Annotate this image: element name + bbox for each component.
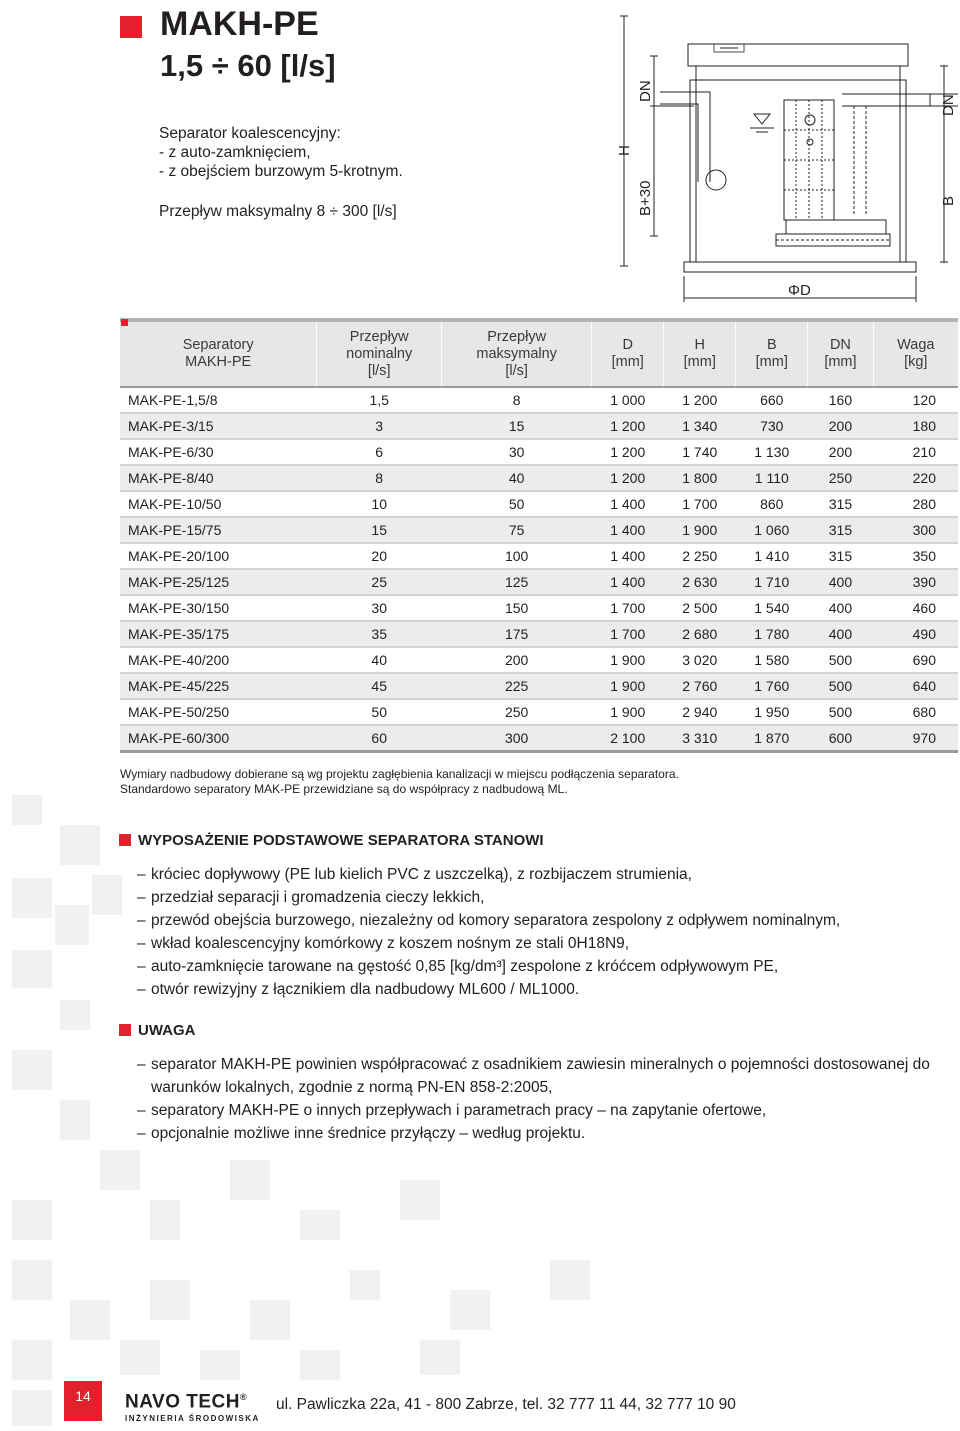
table-row (120, 595, 958, 621)
table-cell: 2 100 (592, 725, 664, 752)
table-cell: 1 740 (664, 439, 736, 465)
table-cell: 1 400 (592, 517, 664, 543)
table-cell: 2 760 (664, 673, 736, 699)
column-header (664, 320, 736, 387)
table-cell: 3 (317, 413, 442, 439)
column-header-line: DN (829, 337, 851, 353)
column-header-line: D (622, 337, 633, 353)
title-marker-icon (120, 16, 142, 38)
table-cell: MAK-PE-3/15 (120, 413, 317, 439)
separator-drawing (600, 6, 958, 306)
table-cell: 1 900 (592, 699, 664, 725)
table-row (120, 621, 958, 647)
brand-reg: ® (239, 1392, 248, 1402)
table-cell: 200 (442, 647, 592, 673)
table-cell: 1,5 (317, 387, 442, 413)
list-item: – przedział separacji i gromadzenia cieczy lekkich, (151, 886, 840, 909)
table-cell: 500 (808, 647, 873, 673)
table-cell: MAK-PE-10/50 (120, 491, 317, 517)
table-cell: 3 020 (664, 647, 736, 673)
label-d: ΦD (788, 282, 811, 299)
table-cell: 1 400 (592, 569, 664, 595)
column-header-line: Waga (897, 337, 935, 353)
brand-logo (125, 1387, 260, 1423)
table-row (120, 387, 958, 413)
table-cell: 690 (873, 647, 958, 673)
table-row (120, 413, 958, 439)
description-line: - z obejściem burzowym 5-krotnym. (159, 163, 403, 180)
column-header (592, 320, 664, 387)
table-cell: 300 (873, 517, 958, 543)
list-item: – przewód obejścia burzowego, niezależny od komory separatora zespolony z odpływem nominalnym, (151, 909, 840, 932)
table-header-row (120, 320, 958, 387)
table-cell: 350 (873, 543, 958, 569)
list-item: – separator MAKH-PE powinien współpracować z osadnikiem zawiesin mineralnych o pojemności dostosowanej do warunków lokalnych, zgodnie z normą PN-EN 858-2:2005, (151, 1053, 951, 1099)
table-note: Wymiary nadbudowy dobierane są wg projektu zagłębienia kanalizacji w miejscu podłączenia separatora. (120, 767, 679, 781)
table-cell: 680 (873, 699, 958, 725)
list-item: – wkład koalescencyjny komórkowy z koszem nośnym ze stali 0H18N9, (151, 932, 840, 955)
equipment-list (151, 863, 840, 1001)
table-cell: 1 400 (592, 543, 664, 569)
table-cell: 500 (808, 673, 873, 699)
table-cell: MAK-PE-40/200 (120, 647, 317, 673)
table-cell: 280 (873, 491, 958, 517)
label-dn-right: DN (940, 94, 957, 116)
column-header-line: [mm] (755, 354, 788, 370)
table-cell: 1 060 (736, 517, 808, 543)
table-cell: 15 (317, 517, 442, 543)
table-cell: 2 500 (664, 595, 736, 621)
table-cell: 490 (873, 621, 958, 647)
description (159, 124, 403, 181)
column-header-line: [mm] (683, 354, 716, 370)
table-cell: 200 (808, 413, 873, 439)
page-title: MAKH-PE (160, 5, 319, 43)
table-cell: 400 (808, 569, 873, 595)
table-cell: MAK-PE-35/175 (120, 621, 317, 647)
table-cell: 3 310 (664, 725, 736, 752)
table-cell: 400 (808, 595, 873, 621)
table-cell: 460 (873, 595, 958, 621)
table-cell: 315 (808, 491, 873, 517)
spec-table (120, 318, 958, 753)
description-line: - z auto-zamknięciem, (159, 144, 311, 161)
column-header (442, 320, 592, 387)
flow-range: 1,5 ÷ 60 [l/s] (160, 48, 336, 83)
table-cell: 1 950 (736, 699, 808, 725)
table-cell: 45 (317, 673, 442, 699)
label-dn-left: DN (637, 80, 654, 102)
table-cell: 1 900 (592, 673, 664, 699)
max-flow: Przepływ maksymalny 8 ÷ 300 [l/s] (159, 203, 397, 220)
company-address: ul. Pawliczka 22a, 41 - 800 Zabrze, tel. 32 777 11 44, 32 777 10 90 (276, 1396, 736, 1413)
list-item: – auto-zamknięcie tarowane na gęstość 0,85 [kg/dm³] zespolone z króćcem odpływowym PE, (151, 955, 840, 978)
table-cell: 50 (442, 491, 592, 517)
brand-tagline: INŻYNIERIA ŚRODOWISKA (125, 1414, 260, 1424)
table-cell: 8 (317, 465, 442, 491)
column-header (317, 320, 442, 387)
table-cell: 500 (808, 699, 873, 725)
table-cell: 75 (442, 517, 592, 543)
table-cell: 180 (873, 413, 958, 439)
table-cell: MAK-PE-15/75 (120, 517, 317, 543)
column-header-line: B (766, 337, 777, 353)
column-header (736, 320, 808, 387)
table-cell: MAK-PE-45/225 (120, 673, 317, 699)
table-cell: 125 (442, 569, 592, 595)
table-cell: 1 580 (736, 647, 808, 673)
section-marker-icon (119, 834, 131, 846)
table-cell: 160 (808, 387, 873, 413)
table-cell: MAK-PE-30/150 (120, 595, 317, 621)
table-cell: 1 110 (736, 465, 808, 491)
table-note: Standardowo separatory MAK-PE przewidziane są do współpracy z nadbudową ML. (120, 782, 568, 796)
warning-heading (119, 1022, 196, 1039)
table-row (120, 725, 958, 752)
table-body (120, 387, 958, 752)
table-cell: 1 000 (592, 387, 664, 413)
table-cell: 2 680 (664, 621, 736, 647)
table-cell: 1 710 (736, 569, 808, 595)
table-cell: 250 (442, 699, 592, 725)
list-item: – króciec dopływowy (PE lub kielich PVC z uszczelką), z rozbijaczem strumienia, (151, 863, 840, 886)
separator-body (690, 80, 906, 262)
column-header (808, 320, 873, 387)
table-cell: 1 760 (736, 673, 808, 699)
table-cell: 1 540 (736, 595, 808, 621)
table-cell: MAK-PE-6/30 (120, 439, 317, 465)
label-b: B (940, 195, 957, 206)
column-header-line: MAKH-PE (185, 354, 252, 370)
column-header (120, 320, 317, 387)
column-header-line: maksymalny (476, 345, 557, 362)
table-cell: 150 (442, 595, 592, 621)
table-cell: 730 (736, 413, 808, 439)
table-row (120, 491, 958, 517)
table-cell: 600 (808, 725, 873, 752)
table-cell: MAK-PE-25/125 (120, 569, 317, 595)
table-cell: 35 (317, 621, 442, 647)
table-marker-icon (121, 319, 128, 326)
table-row (120, 673, 958, 699)
table-cell: 1 200 (592, 413, 664, 439)
list-item: – separatory MAKH-PE o innych przepływach i parametrach pracy – na zapytanie ofertowe, (151, 1099, 951, 1122)
table-cell: 1 130 (736, 439, 808, 465)
table-cell: 25 (317, 569, 442, 595)
table-row (120, 647, 958, 673)
table-cell: 1 700 (664, 491, 736, 517)
table-cell: 315 (808, 517, 873, 543)
table-cell: 2 630 (664, 569, 736, 595)
column-header-line: Przepływ (349, 328, 409, 345)
table-cell: 1 700 (592, 621, 664, 647)
table-cell: 640 (873, 673, 958, 699)
table-cell: 30 (317, 595, 442, 621)
table-cell: 200 (808, 439, 873, 465)
table-row (120, 569, 958, 595)
table-cell: 300 (442, 725, 592, 752)
warning-heading-text: UWAGA (138, 1022, 196, 1039)
table-cell: MAK-PE-50/250 (120, 699, 317, 725)
column-header-line: Separatory (182, 337, 254, 353)
column-header-line: Przepływ (487, 328, 547, 345)
table-cell: 970 (873, 725, 958, 752)
brand-name: NAVO TECH (125, 1391, 240, 1413)
equipment-heading-text: WYPOSAŻENIE PODSTAWOWE SEPARATORA STANOWI (138, 832, 544, 849)
table-cell: 1 700 (592, 595, 664, 621)
label-b30: B+30 (637, 180, 654, 216)
table-row (120, 465, 958, 491)
table-cell: 1 900 (664, 517, 736, 543)
cover-plate (688, 44, 908, 66)
table-cell: 400 (808, 621, 873, 647)
table-cell: 40 (442, 465, 592, 491)
equipment-heading (119, 832, 544, 849)
table-cell: 100 (442, 543, 592, 569)
table-cell: 220 (873, 465, 958, 491)
table-cell: 315 (808, 543, 873, 569)
table-cell: 1 410 (736, 543, 808, 569)
table-cell: 1 800 (664, 465, 736, 491)
table-cell: 6 (317, 439, 442, 465)
table-row (120, 543, 958, 569)
list-item: – otwór rewizyjny z łącznikiem dla nadbudowy ML600 / ML1000. (151, 978, 840, 1001)
table-cell: 120 (873, 387, 958, 413)
table-cell: MAK-PE-20/100 (120, 543, 317, 569)
table-cell: 1 200 (592, 439, 664, 465)
description-line: Separator koalescencyjny: (159, 125, 341, 142)
column-header-line: [mm] (611, 354, 644, 370)
column-header (873, 320, 958, 387)
table-row (120, 517, 958, 543)
table-cell: 390 (873, 569, 958, 595)
label-h: H (616, 145, 633, 156)
table-cell: 40 (317, 647, 442, 673)
column-header-line: [kg] (904, 354, 928, 370)
table-cell: 15 (442, 413, 592, 439)
table-cell: 50 (317, 699, 442, 725)
table-row (120, 699, 958, 725)
column-header-line: [mm] (824, 354, 857, 370)
list-item: – opcjonalnie możliwe inne średnice przyłączy – według projektu. (151, 1122, 951, 1145)
table-row (120, 439, 958, 465)
table-cell: 2 250 (664, 543, 736, 569)
table-cell: 860 (736, 491, 808, 517)
table-cell: 1 340 (664, 413, 736, 439)
table-cell: 1 780 (736, 621, 808, 647)
table-cell: MAK-PE-60/300 (120, 725, 317, 752)
column-header-line: nominalny (346, 345, 413, 362)
section-marker-icon (119, 1024, 131, 1036)
table-cell: 30 (442, 439, 592, 465)
column-header-line: H (694, 337, 705, 353)
table-cell: 225 (442, 673, 592, 699)
table-cell: 1 900 (592, 647, 664, 673)
table-cell: 1 200 (664, 387, 736, 413)
table-cell: 1 200 (592, 465, 664, 491)
column-header-line: [l/s] (505, 362, 528, 379)
table-cell: 660 (736, 387, 808, 413)
warning-list (151, 1053, 951, 1145)
table-cell: 1 870 (736, 725, 808, 752)
table-cell: MAK-PE-1,5/8 (120, 387, 317, 413)
table-cell: MAK-PE-8/40 (120, 465, 317, 491)
table-cell: 10 (317, 491, 442, 517)
table-cell: 2 940 (664, 699, 736, 725)
table-cell: 8 (442, 387, 592, 413)
table-notes (120, 767, 679, 797)
column-header-line: [l/s] (367, 362, 391, 379)
table-cell: 250 (808, 465, 873, 491)
table-cell: 1 400 (592, 491, 664, 517)
table-cell: 20 (317, 543, 442, 569)
table-cell: 175 (442, 621, 592, 647)
table-cell: 210 (873, 439, 958, 465)
table-cell: 60 (317, 725, 442, 752)
page-number: 14 (64, 1381, 102, 1421)
